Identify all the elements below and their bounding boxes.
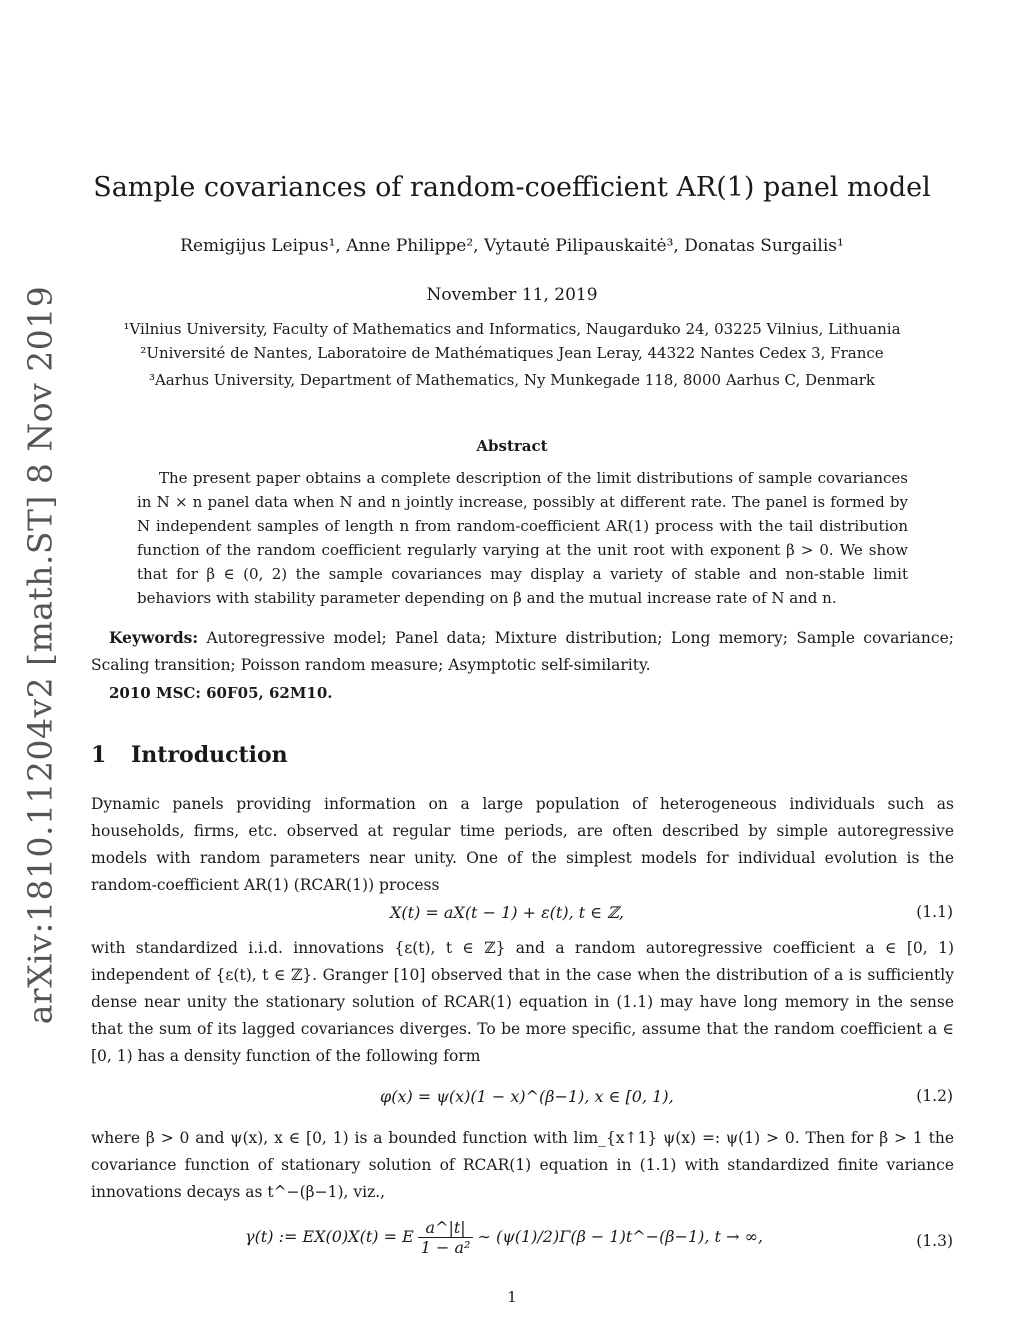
equation-1-3-left: γ(t) := EX(0)X(t) = E [245,1227,414,1246]
page-number: 1 [507,1288,517,1306]
section-number: 1 [91,742,107,768]
intro-paragraph-3: where β > 0 and ψ(x), x ∈ [0, 1) is a bounded function with lim_{x↑1} ψ(x) =: ψ(1) > 0. Then for β > 1 the covariance function of stationary solution of RCAR(1) equation in (1.1) with standardized finite variance innovations decays as t^−(β−1), viz., [91,1129,954,1201]
abstract-text: The present paper obtains a complete description of the limit distributions of sample covariances in N × n panel data when N and n jointly increase, possibly at different rate. The panel is formed by N independent samples of length n from random-coefficient AR(1) process with the tail distribution function of the random coefficient regularly varying at the unit root with exponent β > 0. We show that for β ∈ (0, 2) the sample covariances may display a variety of stable and non-stable limit behaviors with stability parameter depending on β and the mutual increase rate of N and n. [137,469,908,607]
affiliation-1: ¹Vilnius University, Faculty of Mathematics and Informatics, Naugarduko 24, 03225 Vilnius, Lithuania [123,320,901,338]
equation-1-3-number: (1.3) [916,1232,953,1250]
fraction-numerator: a^|t| [418,1218,474,1238]
equation-1-1: X(t) = aX(t − 1) + ε(t), t ∈ ℤ, [390,903,624,922]
author-list: Remigijus Leipus¹, Anne Philippe², Vytautė Pilipauskaitė³, Donatas Surgailis¹ [180,236,844,256]
section-heading [91,742,288,768]
affiliation-2: ²Université de Nantes, Laboratoire de Mathématiques Jean Leray, 44322 Nantes Cedex 3, France [140,344,884,362]
equation-1-2-number: (1.2) [916,1087,953,1105]
intro-paragraph-2: with standardized i.i.d. innovations {ε(t), t ∈ ℤ} and a random autoregressive coefficient a ∈ [0, 1) independent of {ε(t), t ∈ ℤ}. Granger [10] observed that in the case when the distribution of a is sufficiently dense near unity the stationary solution of RCAR(1) equation in (1.1) may have long memory in the sense that the sum of its lagged covariances diverges. To be more specific, assume that the random coefficient a ∈ [0, 1) has a density function of the following form [91,939,954,1065]
equation-1-3 [245,1218,763,1257]
equation-1-3-fraction [418,1218,474,1257]
equation-1-2: φ(x) = ψ(x)(1 − x)^(β−1), x ∈ [0, 1), [380,1087,674,1106]
keywords [91,624,954,679]
keywords-text: Autoregressive model; Panel data; Mixture distribution; Long memory; Sample covariance; Scaling transition; Poisson random measure; Asymptotic self-similarity. [91,629,954,674]
arxiv-id: arXiv:1810.11204v2 [math.ST] 8 Nov 2019 [20,285,60,1025]
intro-paragraph-1: Dynamic panels providing information on a large population of heterogeneous individuals such as households, firms, etc. observed at regular time periods, are often described by simple autoregressive models with random parameters near unity. One of the simplest models for individual evolution is the random-coefficient AR(1) (RCAR(1)) process [91,795,954,894]
equation-1-1-number: (1.1) [916,903,953,921]
paper-title: Sample covariances of random-coefficient AR(1) panel model [93,172,931,203]
paper-date: November 11, 2019 [426,285,598,305]
abstract-heading: Abstract [476,437,548,455]
section-title: Introduction [131,742,288,768]
fraction-denominator: 1 − a² [420,1238,471,1257]
equation-1-3-right: ∼ (ψ(1)/2)Γ(β − 1)t^−(β−1), t → ∞, [477,1227,763,1246]
keywords-label: Keywords: [109,628,199,647]
affiliation-3: ³Aarhus University, Department of Mathematics, Ny Munkegade 118, 8000 Aarhus C, Denmark [148,371,876,389]
msc-codes: 2010 MSC: 60F05, 62M10. [109,684,333,702]
